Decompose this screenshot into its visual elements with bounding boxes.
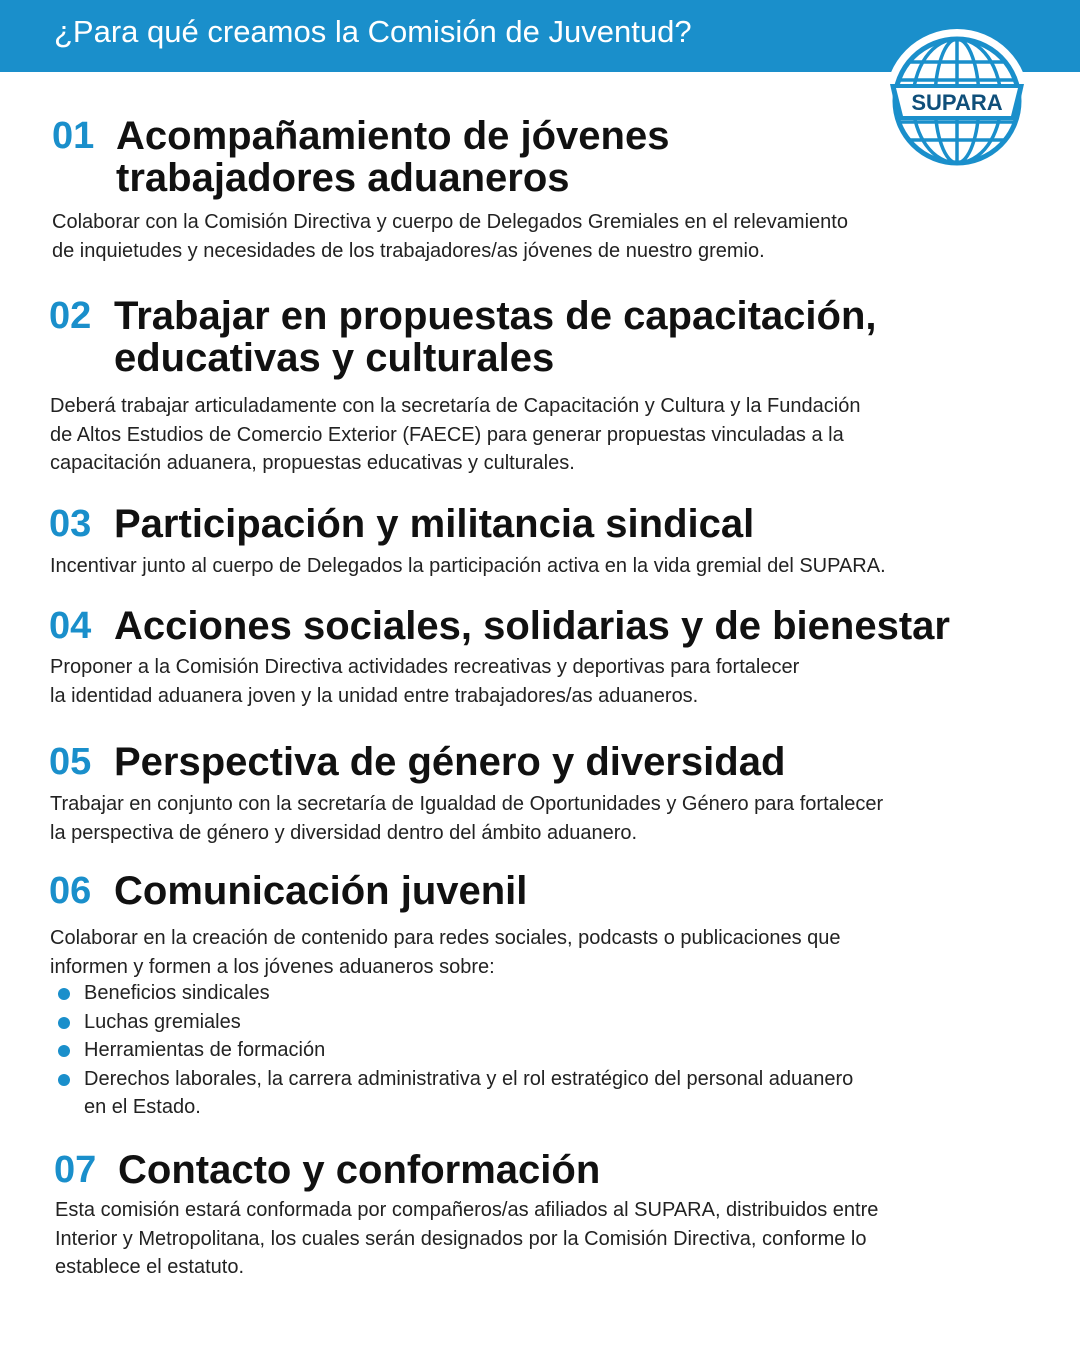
body-line: la perspectiva de género y diversidad dentro del ámbito aduanero.: [50, 821, 638, 844]
section-number: 05: [49, 741, 92, 783]
section-body: [55, 1196, 878, 1282]
bullet-dot-icon: [58, 1045, 70, 1057]
bullet-text: Herramientas de formación: [84, 1039, 326, 1061]
bullet-item: [56, 1036, 853, 1065]
section-number: 07: [54, 1149, 97, 1191]
body-line: establece el estatuto.: [55, 1256, 245, 1278]
section-title-line: Acciones sociales, solidarias y de bienestar: [114, 604, 950, 648]
section-title-line: educativas y culturales: [114, 336, 555, 380]
section-number: 04: [49, 605, 92, 647]
bullet-item: [56, 979, 853, 1008]
section-title-line: Contacto y conformación: [118, 1148, 601, 1192]
body-line: informen y formen a los jóvenes aduaneros sobre:: [50, 955, 495, 978]
section-body: [50, 653, 799, 710]
bullet-list: [56, 979, 853, 1122]
body-line: Deberá trabajar articuladamente con la secretaría de Capacitación y Cultura y la Fundación: [50, 395, 861, 417]
body-line: Colaborar en la creación de contenido para redes sociales, podcasts o publicaciones que: [50, 927, 841, 949]
body-line: de Altos Estudios de Comercio Exterior (FAECE) para generar propuestas vinculadas a la: [50, 423, 844, 446]
section-title-line: Perspectiva de género y diversidad: [114, 740, 786, 784]
bullet-text: Beneficios sindicales: [84, 982, 270, 1004]
section-number: 06: [49, 870, 92, 912]
bullet-text: Derechos laborales, la carrera administrativa y el rol estratégico del personal aduanero: [84, 1067, 854, 1090]
section-number: 02: [49, 295, 92, 337]
section-number: 01: [52, 115, 95, 157]
body-line: Esta comisión estará conformada por compañeros/as afiliados al SUPARA, distribuidos entre: [55, 1199, 879, 1221]
body-line: Colaborar con la Comisión Directiva y cuerpo de Delegados Gremiales en el relevamiento: [52, 211, 848, 233]
section-body: [52, 208, 848, 265]
bullet-dot-icon: [58, 1017, 70, 1029]
bullet-dot-icon: [58, 988, 70, 1000]
body-line: la identidad aduanera joven y la unidad entre trabajadores/as aduaneros.: [50, 684, 699, 707]
body-line: de inquietudes y necesidades de los trabajadores/as jóvenes de nuestro gremio.: [52, 239, 765, 262]
bullet-text: en el Estado.: [84, 1096, 201, 1118]
section-body: [50, 924, 841, 981]
body-line: Incentivar junto al cuerpo de Delegados la participación activa en la vida gremial del SUPARA.: [50, 555, 886, 577]
supara-globe-logo: [876, 22, 1038, 180]
section-number: 03: [49, 503, 92, 545]
bullet-dot-icon: [58, 1074, 70, 1086]
bullet-item: [56, 1065, 853, 1122]
section-title-line: Trabajar en propuestas de capacitación,: [114, 294, 877, 338]
page-title: ¿Para qué creamos la Comisión de Juventud?: [54, 14, 692, 49]
body-line: Proponer a la Comisión Directiva actividades recreativas y deportivas para fortalecer: [50, 656, 800, 678]
bullet-item: [56, 1008, 853, 1037]
body-line: Interior y Metropolitana, los cuales serán designados por la Comisión Directiva, conforme lo: [55, 1227, 867, 1250]
section-body: [50, 552, 886, 581]
body-line: capacitación aduanera, propuestas educativas y culturales.: [50, 452, 575, 474]
bullet-text: Luchas gremiales: [84, 1010, 241, 1033]
section-title-line: Participación y militancia sindical: [114, 502, 755, 546]
section-body: [50, 392, 860, 478]
section-title-line: Comunicación juvenil: [114, 869, 528, 913]
body-line: Trabajar en conjunto con la secretaría de Igualdad de Oportunidades y Género para fortalecer: [50, 793, 884, 815]
logo-text: SUPARA: [911, 90, 1003, 115]
section-body: [50, 790, 883, 847]
section-title-line: trabajadores aduaneros: [116, 156, 570, 200]
section-title-line: Acompañamiento de jóvenes: [116, 114, 670, 158]
